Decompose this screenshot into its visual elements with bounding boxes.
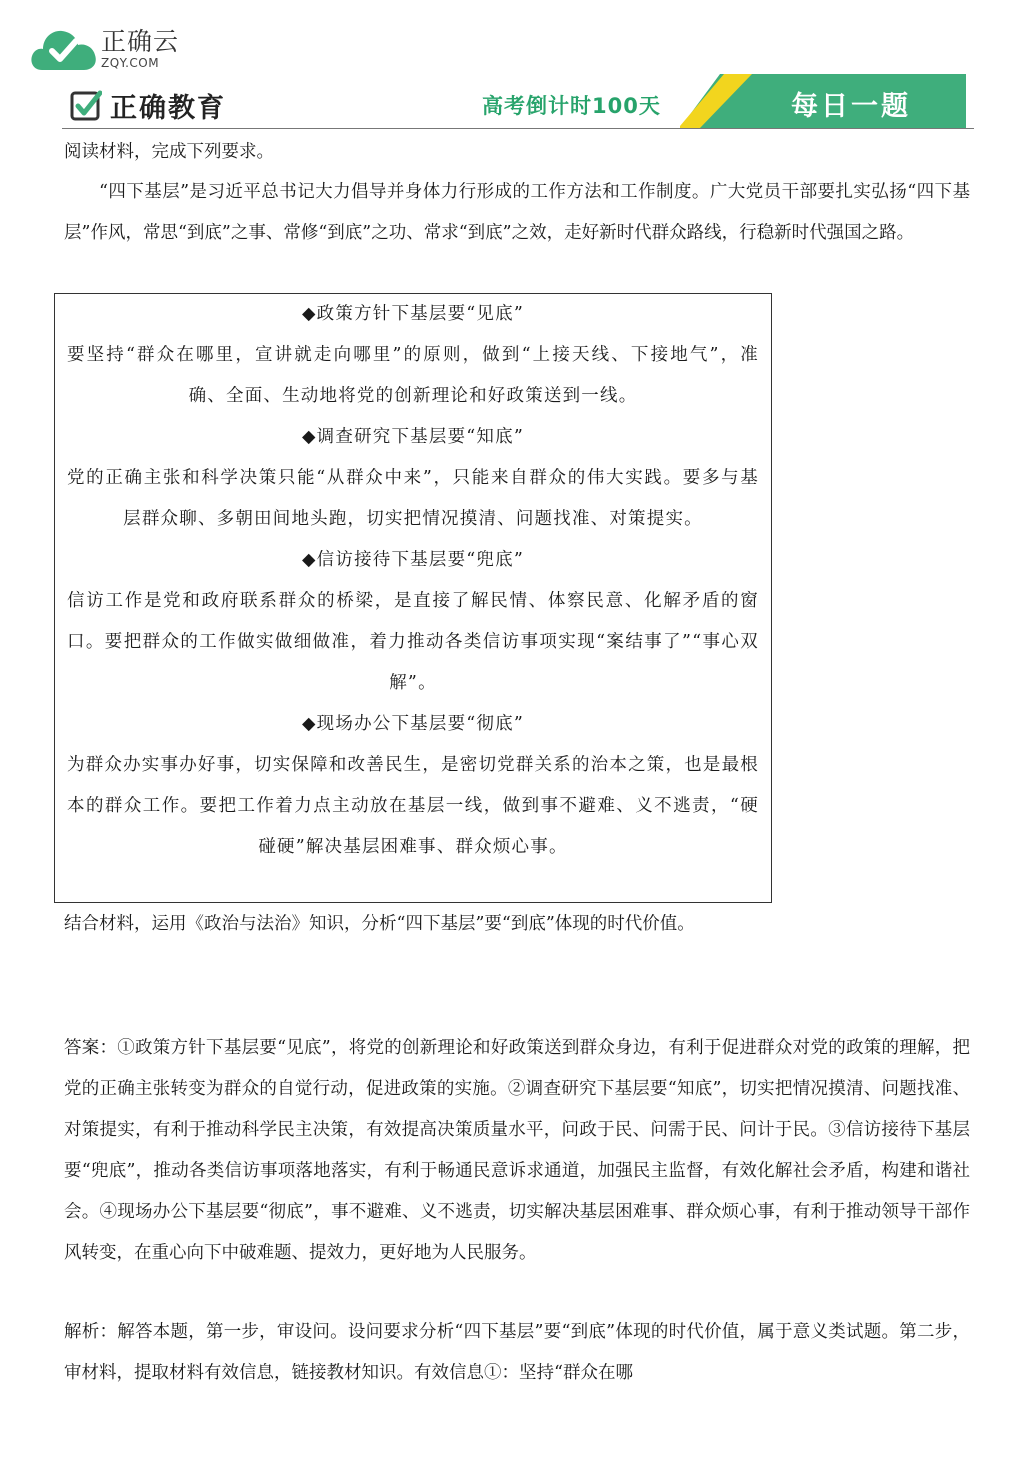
box-heading: ◆调查研究下基层要“知底” (302, 427, 524, 447)
brand (70, 88, 226, 122)
box-heading: ◆信访接待下基层要“兜底” (302, 550, 524, 570)
header-divider (62, 128, 974, 129)
logo-domain: ZQY.COM (101, 56, 160, 70)
daily-question-label: 每日一题 (791, 91, 911, 122)
checkbox-icon (70, 89, 102, 121)
box-text: 要坚持“群众在哪里，宣讲就走向哪里”的原则，做到“上接天线、下接地气”，准确、全面、生动地将党的创新理论和好政策送到一线。 (67, 345, 759, 406)
question-text: 结合材料，运用《政治与法治》知识，分析“四下基层”要“到底”体现的时代价值。 (64, 914, 695, 934)
material-paragraph: “四下基层”是习近平总书记大力倡导并身体力行形成的工作方法和工作制度。广大党员干部要扎实弘扬“四下基层”作风，常思“到底”之事、常修“到底”之功、常求“到底”之效，走好新时代群众路线，行稳新时代强国之路。 (64, 182, 970, 243)
answer-text: 答案：①政策方针下基层要“见底”，将党的创新理论和好政策送到群众身边，有利于促进群众对党的政策的理解，把党的正确主张转变为群众的自觉行动，促进政策的实施。②调查研究下基层要“知底”，切实把情况摸清、问题找准、对策提实，有利于推动科学民主决策，有效提高决策质量水平，问政于民、问需于民、问计于民。③信访接待下基层要“兜底”，推动各类信访事项落地落实，有利于畅通民意诉求通道，加强民主监督，有效化解社会矛盾，构建和谐社会。④现场办公下基层要“彻底”，事不避难、义不逃责，切实解决基层困难事、群众烦心事，有利于推动领导干部作风转变，在重心向下中破难题、提效力，更好地为人民服务。 (64, 1038, 970, 1263)
box-heading: ◆政策方针下基层要“见底” (302, 304, 524, 324)
logo-cloud-icon (30, 24, 100, 74)
box-text: 为群众办实事办好事，切实保障和改善民生，是密切党群关系的治本之策，也是最根本的群众工作。要把工作着力点主动放在基层一线，做到事不避难、义不逃责，“硬碰硬”解决基层困难事、群众烦心事。 (67, 755, 759, 857)
box-text: 党的正确主张和科学决策只能“从群众中来”，只能来自群众的伟大实践。要多与基层群众聊、多朝田间地头跑，切实把情况摸清、问题找准、对策提实。 (67, 468, 759, 529)
countdown-text: 高考倒计时100天 (482, 94, 661, 118)
logo-name: 正确云 (101, 27, 180, 56)
box-heading: ◆现场办公下基层要“彻底” (302, 714, 524, 734)
logo (101, 28, 179, 70)
analysis-text: 解析：解答本题，第一步，审设问。设问要求分析“四下基层”要“到底”体现的时代价值，属于意义类试题。第二步，审材料，提取材料有效信息，链接教材知识。有效信息①：坚持“群众在哪 (64, 1322, 970, 1383)
box-text: 信访工作是党和政府联系群众的桥梁，是直接了解民情、体察民意、化解矛盾的窗口。要把群众的工作做实做细做准，着力推动各类信访事项实现“案结事了”“事心双解”。 (67, 591, 759, 693)
brand-name: 正确教育 (110, 92, 226, 124)
material-box (54, 293, 772, 903)
instruction: 阅读材料，完成下列要求。 (64, 142, 274, 162)
